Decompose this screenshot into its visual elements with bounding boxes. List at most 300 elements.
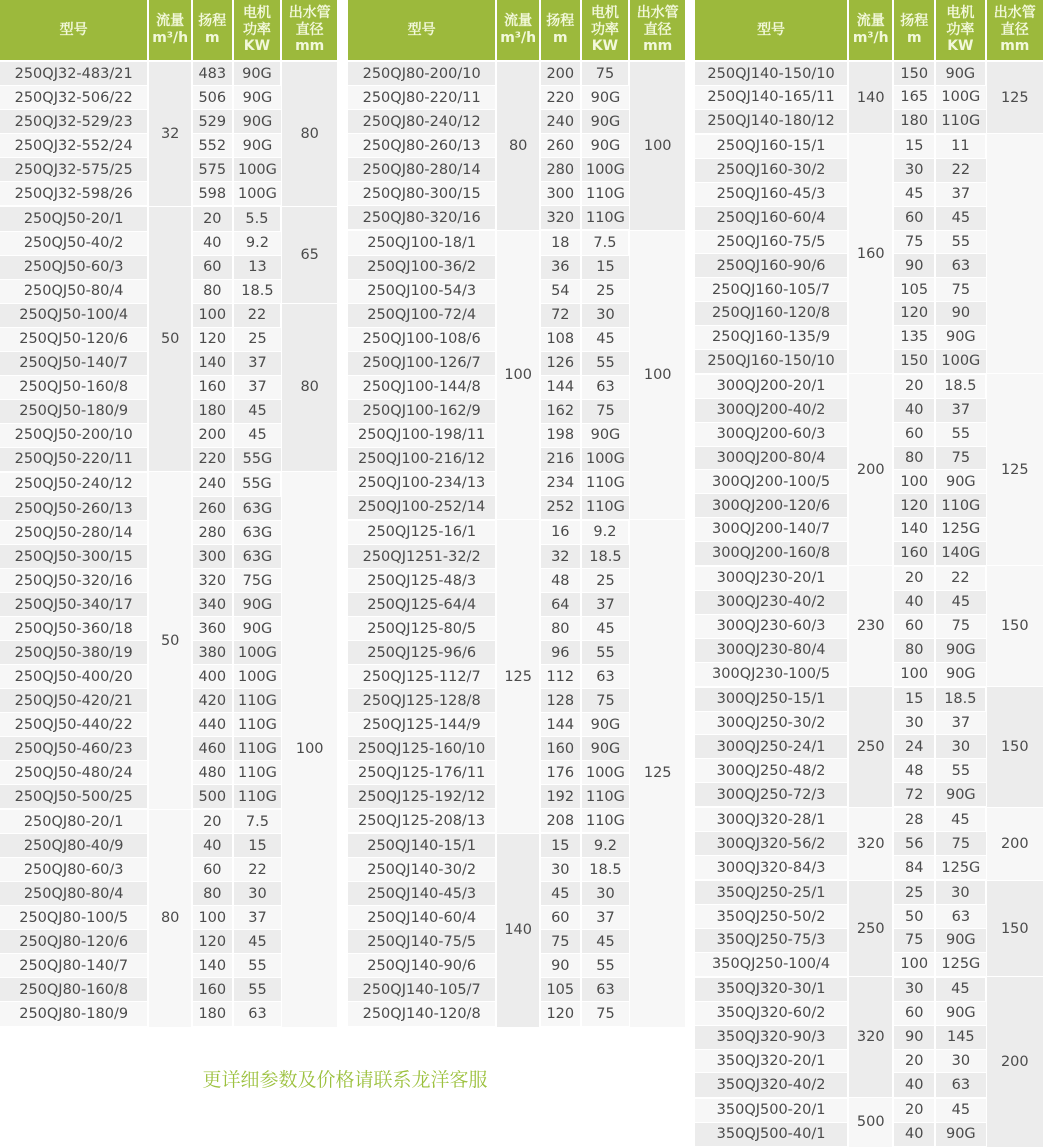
head-cell: 216 <box>540 447 580 471</box>
model-cell: 250QJ32-575/25 <box>0 158 148 182</box>
model-cell: 300QJ250-30/2 <box>695 711 848 735</box>
model-cell: 250QJ50-480/24 <box>0 761 148 785</box>
col-header-power <box>581 0 630 61</box>
model-cell: 250QJ32-506/22 <box>0 86 148 110</box>
head-cell: 165 <box>893 86 935 110</box>
power-cell: 75 <box>581 399 630 423</box>
power-cell: 63 <box>935 905 985 929</box>
power-cell: 37 <box>935 398 985 422</box>
header-line: m <box>553 30 568 46</box>
model-cell: 250QJ140-105/7 <box>348 978 496 1002</box>
power-cell: 110G <box>581 206 630 231</box>
col-header-flow <box>848 0 893 61</box>
flow-cell: 80 <box>496 61 540 230</box>
power-cell: 55 <box>935 422 985 446</box>
model-cell: 250QJ50-440/22 <box>0 713 148 737</box>
head-cell: 575 <box>192 158 232 182</box>
model-cell: 250QJ140-180/12 <box>695 109 848 134</box>
head-cell: 135 <box>893 325 935 349</box>
head-cell: 60 <box>192 858 232 882</box>
head-cell: 220 <box>540 86 580 110</box>
model-cell: 250QJ140-60/4 <box>348 906 496 930</box>
head-cell: 32 <box>540 545 580 569</box>
model-cell: 350QJ250-50/2 <box>695 905 848 929</box>
head-cell: 100 <box>192 303 232 327</box>
model-cell: 300QJ230-60/3 <box>695 614 848 638</box>
head-cell: 40 <box>192 231 232 255</box>
col-header-model <box>348 0 496 61</box>
power-cell: 63 <box>581 978 630 1002</box>
model-cell: 250QJ50-200/10 <box>0 423 148 447</box>
header-line: 流量 <box>856 13 885 30</box>
model-cell: 300QJ320-56/2 <box>695 832 848 856</box>
flow-cell: 80 <box>148 809 192 1027</box>
power-cell: 9.2 <box>581 833 630 858</box>
power-cell: 90G <box>935 470 985 494</box>
power-cell: 37 <box>233 351 282 375</box>
head-cell: 40 <box>893 398 935 422</box>
power-cell: 125G <box>935 518 985 542</box>
power-cell: 110G <box>233 785 282 810</box>
model-cell: 350QJ320-40/2 <box>695 1073 848 1098</box>
power-cell: 100G <box>233 641 282 665</box>
head-cell: 280 <box>540 158 580 182</box>
model-cell: 250QJ160-120/8 <box>695 302 848 326</box>
head-cell: 84 <box>893 856 935 881</box>
head-cell: 192 <box>540 785 580 809</box>
model-cell: 250QJ50-380/19 <box>0 641 148 665</box>
head-cell: 36 <box>540 255 580 279</box>
header-line: 直径 <box>1000 21 1029 38</box>
head-cell: 180 <box>192 399 232 423</box>
flow-cell: 50 <box>148 206 192 471</box>
model-cell: 250QJ50-460/23 <box>0 737 148 761</box>
head-cell: 15 <box>540 833 580 858</box>
head-cell: 15 <box>893 687 935 712</box>
power-cell: 63 <box>581 375 630 399</box>
head-cell: 480 <box>192 761 232 785</box>
flow-cell: 200 <box>848 374 893 566</box>
model-cell: 250QJ50-500/25 <box>0 785 148 810</box>
power-cell: 63 <box>935 254 985 278</box>
head-cell: 200 <box>192 423 232 447</box>
power-cell: 22 <box>233 303 282 327</box>
model-cell: 250QJ100-234/13 <box>348 471 496 495</box>
head-cell: 100 <box>192 906 232 930</box>
model-cell: 250QJ50-20/1 <box>0 206 148 231</box>
head-cell: 105 <box>540 978 580 1002</box>
model-cell: 250QJ160-90/6 <box>695 254 848 278</box>
head-cell: 105 <box>893 278 935 302</box>
model-cell: 250QJ125-48/3 <box>348 569 496 593</box>
power-cell: 110G <box>581 471 630 495</box>
flow-cell: 125 <box>496 520 540 833</box>
power-cell: 145 <box>935 1025 985 1049</box>
head-cell: 90 <box>893 1025 935 1049</box>
diameter-cell: 200 <box>986 977 1043 1147</box>
head-cell: 176 <box>540 761 580 785</box>
head-cell: 180 <box>893 109 935 134</box>
power-cell: 75G <box>233 569 282 593</box>
col-header-model <box>0 0 148 61</box>
pump-spec-table-right <box>695 0 1043 1148</box>
head-cell: 64 <box>540 593 580 617</box>
header-line: KW <box>591 38 619 55</box>
col-header-head <box>893 0 935 61</box>
power-cell: 55 <box>935 230 985 254</box>
model-cell: 250QJ80-140/7 <box>0 954 148 978</box>
head-cell: 180 <box>192 1002 232 1027</box>
header-row <box>348 0 685 61</box>
power-cell: 37 <box>233 375 282 399</box>
table-row <box>695 566 1043 591</box>
flow-cell: 100 <box>496 230 540 519</box>
model-cell: 300QJ200-100/5 <box>695 470 848 494</box>
header-line: KW <box>243 38 271 55</box>
model-cell: 250QJ140-45/3 <box>348 882 496 906</box>
head-cell: 60 <box>192 255 232 279</box>
model-cell: 250QJ100-198/11 <box>348 423 496 447</box>
head-cell: 420 <box>192 689 232 713</box>
power-cell: 22 <box>935 566 985 591</box>
power-cell: 90G <box>581 134 630 158</box>
head-cell: 460 <box>192 737 232 761</box>
header-line: 流量 <box>156 13 185 30</box>
power-cell: 75 <box>935 832 985 856</box>
model-cell: 300QJ200-140/7 <box>695 518 848 542</box>
head-cell: 280 <box>192 521 232 545</box>
model-cell: 250QJ80-280/14 <box>348 158 496 182</box>
head-cell: 80 <box>540 617 580 641</box>
power-cell: 45 <box>935 1098 985 1123</box>
head-cell: 140 <box>893 518 935 542</box>
col-header-flow <box>496 0 540 61</box>
flow-cell: 140 <box>848 61 893 134</box>
flow-cell: 500 <box>848 1098 893 1147</box>
model-cell: 300QJ250-48/2 <box>695 759 848 783</box>
model-cell: 250QJ160-30/2 <box>695 158 848 182</box>
header-row <box>695 0 1043 61</box>
head-cell: 40 <box>893 590 935 614</box>
model-cell: 350QJ320-30/1 <box>695 977 848 1002</box>
model-cell: 250QJ100-72/4 <box>348 303 496 327</box>
power-cell: 45 <box>581 617 630 641</box>
power-cell: 90G <box>935 638 985 662</box>
head-cell: 160 <box>540 737 580 761</box>
head-cell: 80 <box>192 279 232 303</box>
head-cell: 54 <box>540 279 580 303</box>
model-cell: 250QJ125-144/9 <box>348 713 496 737</box>
head-cell: 240 <box>540 110 580 134</box>
table-row <box>695 374 1043 399</box>
power-cell: 25 <box>581 279 630 303</box>
head-cell: 300 <box>540 182 580 206</box>
model-cell: 250QJ50-320/16 <box>0 569 148 593</box>
flow-cell: 250 <box>848 880 893 977</box>
model-cell: 250QJ80-100/5 <box>0 906 148 930</box>
flow-cell: 320 <box>848 977 893 1098</box>
model-cell: 250QJ100-18/1 <box>348 230 496 255</box>
power-cell: 63G <box>233 545 282 569</box>
power-cell: 75 <box>581 1002 630 1027</box>
head-cell: 20 <box>893 374 935 399</box>
power-cell: 110G <box>233 689 282 713</box>
model-cell: 250QJ80-240/12 <box>348 110 496 134</box>
header-line: 扬程 <box>546 13 575 30</box>
diameter-cell: 150 <box>986 566 1043 687</box>
model-cell: 250QJ100-54/3 <box>348 279 496 303</box>
head-cell: 150 <box>893 61 935 86</box>
power-cell: 30 <box>581 882 630 906</box>
model-cell: 250QJ80-160/8 <box>0 978 148 1002</box>
power-cell: 90G <box>233 593 282 617</box>
col-header-model <box>695 0 848 61</box>
power-cell: 18.5 <box>935 374 985 399</box>
col-header-diameter <box>986 0 1043 61</box>
head-cell: 120 <box>192 327 232 351</box>
power-cell: 100G <box>581 447 630 471</box>
power-cell: 90G <box>581 110 630 134</box>
head-cell: 200 <box>540 61 580 86</box>
power-cell: 45 <box>935 977 985 1002</box>
model-cell: 250QJ50-240/12 <box>0 472 148 497</box>
header-line: 功率 <box>242 21 271 38</box>
head-cell: 108 <box>540 327 580 351</box>
header-line: 直径 <box>643 21 672 38</box>
model-cell: 250QJ50-340/17 <box>0 593 148 617</box>
power-cell: 30 <box>935 735 985 759</box>
power-cell: 90G <box>233 110 282 134</box>
model-cell: 250QJ125-80/5 <box>348 617 496 641</box>
flow-cell: 140 <box>496 833 540 1027</box>
head-cell: 18 <box>540 230 580 255</box>
header-line: m³/h <box>852 30 889 46</box>
power-cell: 9.2 <box>233 231 282 255</box>
head-cell: 483 <box>192 61 232 86</box>
head-cell: 160 <box>893 541 935 566</box>
model-cell: 250QJ100-144/8 <box>348 375 496 399</box>
power-cell: 45 <box>581 930 630 954</box>
power-cell: 110G <box>581 785 630 809</box>
table-row <box>695 880 1043 905</box>
header-line: 型号 <box>757 21 786 38</box>
header-line: m³/h <box>500 30 537 46</box>
power-cell: 18.5 <box>935 687 985 712</box>
head-cell: 72 <box>540 303 580 327</box>
model-cell: 250QJ160-150/10 <box>695 349 848 374</box>
diameter-cell <box>986 134 1043 374</box>
model-cell: 250QJ125-192/12 <box>348 785 496 809</box>
model-cell: 250QJ160-45/3 <box>695 182 848 206</box>
power-cell: 100G <box>233 665 282 689</box>
head-cell: 126 <box>540 351 580 375</box>
head-cell: 24 <box>893 735 935 759</box>
head-cell: 80 <box>192 882 232 906</box>
model-cell: 250QJ80-220/11 <box>348 86 496 110</box>
model-cell: 250QJ140-75/5 <box>348 930 496 954</box>
model-cell: 250QJ50-280/14 <box>0 521 148 545</box>
head-cell: 48 <box>540 569 580 593</box>
header-line: 流量 <box>504 13 533 30</box>
model-cell: 250QJ100-36/2 <box>348 255 496 279</box>
head-cell: 340 <box>192 593 232 617</box>
model-cell: 250QJ160-60/4 <box>695 206 848 230</box>
header-line: KW <box>947 38 974 55</box>
power-cell: 75 <box>581 61 630 86</box>
pump-spec-table-left <box>0 0 337 1028</box>
diameter-cell: 80 <box>281 303 337 472</box>
power-cell: 110G <box>581 495 630 520</box>
head-cell: 16 <box>540 520 580 545</box>
power-cell: 55 <box>581 641 630 665</box>
model-cell: 250QJ160-15/1 <box>695 134 848 159</box>
model-cell: 250QJ80-260/13 <box>348 134 496 158</box>
model-cell: 300QJ200-120/6 <box>695 494 848 518</box>
head-cell: 96 <box>540 641 580 665</box>
model-cell: 300QJ250-15/1 <box>695 687 848 712</box>
model-cell: 250QJ140-30/2 <box>348 858 496 882</box>
power-cell: 90G <box>935 325 985 349</box>
head-cell: 300 <box>192 545 232 569</box>
model-cell: 350QJ250-100/4 <box>695 952 848 977</box>
model-cell: 250QJ50-120/6 <box>0 327 148 351</box>
power-cell: 15 <box>233 834 282 858</box>
header-line: 出水管 <box>993 5 1036 22</box>
power-cell: 55 <box>581 954 630 978</box>
power-cell: 100G <box>581 158 630 182</box>
table-row <box>348 61 685 86</box>
head-cell: 60 <box>893 422 935 446</box>
power-cell: 55G <box>233 472 282 497</box>
model-cell: 250QJ80-40/9 <box>0 834 148 858</box>
power-cell: 75 <box>935 278 985 302</box>
header-line: 电机 <box>946 5 975 22</box>
head-cell: 48 <box>893 759 935 783</box>
col-header-head <box>192 0 232 61</box>
model-cell: 300QJ200-60/3 <box>695 422 848 446</box>
head-cell: 162 <box>540 399 580 423</box>
model-cell: 250QJ160-75/5 <box>695 230 848 254</box>
head-cell: 220 <box>192 447 232 472</box>
power-cell: 45 <box>935 206 985 230</box>
model-cell: 250QJ125-112/7 <box>348 665 496 689</box>
head-cell: 20 <box>893 1049 935 1073</box>
power-cell: 75 <box>935 446 985 470</box>
power-cell: 7.5 <box>581 230 630 255</box>
power-cell: 100G <box>233 158 282 182</box>
power-cell: 30 <box>233 882 282 906</box>
head-cell: 260 <box>540 134 580 158</box>
power-cell: 37 <box>935 711 985 735</box>
head-cell: 120 <box>893 302 935 326</box>
flow-cell: 160 <box>848 134 893 374</box>
head-cell: 60 <box>893 1001 935 1025</box>
model-cell: 250QJ125-160/10 <box>348 737 496 761</box>
head-cell: 20 <box>192 809 232 834</box>
power-cell: 37 <box>233 906 282 930</box>
table-row <box>348 520 685 545</box>
power-cell: 55 <box>935 759 985 783</box>
model-cell: 250QJ50-300/15 <box>0 545 148 569</box>
power-cell: 37 <box>935 182 985 206</box>
head-cell: 80 <box>893 446 935 470</box>
model-cell: 250QJ140-120/8 <box>348 1002 496 1027</box>
flow-cell: 50 <box>148 472 192 809</box>
head-cell: 506 <box>192 86 232 110</box>
model-cell: 350QJ320-20/1 <box>695 1049 848 1073</box>
head-cell: 144 <box>540 375 580 399</box>
head-cell: 120 <box>192 930 232 954</box>
model-cell: 250QJ140-15/1 <box>348 833 496 858</box>
diameter-cell: 80 <box>281 61 337 206</box>
power-cell: 18.5 <box>581 545 630 569</box>
head-cell: 198 <box>540 423 580 447</box>
power-cell: 30 <box>935 1049 985 1073</box>
head-cell: 160 <box>192 978 232 1002</box>
head-cell: 15 <box>893 134 935 159</box>
model-cell: 350QJ250-25/1 <box>695 880 848 905</box>
diameter-cell: 125 <box>629 520 685 1027</box>
power-cell: 110G <box>233 737 282 761</box>
model-cell: 250QJ100-162/9 <box>348 399 496 423</box>
col-header-power <box>935 0 985 61</box>
head-cell: 20 <box>893 1098 935 1123</box>
diameter-cell: 100 <box>281 472 337 1027</box>
header-row <box>0 0 337 61</box>
model-cell: 300QJ320-84/3 <box>695 856 848 881</box>
model-cell: 350QJ250-75/3 <box>695 929 848 953</box>
head-cell: 30 <box>893 711 935 735</box>
header-line: m³/h <box>152 30 189 46</box>
model-cell: 250QJ50-180/9 <box>0 399 148 423</box>
power-cell: 18.5 <box>581 858 630 882</box>
power-cell: 9.2 <box>581 520 630 545</box>
head-cell: 60 <box>540 906 580 930</box>
flow-cell: 250 <box>848 687 893 808</box>
power-cell: 110G <box>581 182 630 206</box>
header-line: 功率 <box>590 21 619 38</box>
power-cell: 55 <box>581 351 630 375</box>
head-cell: 234 <box>540 471 580 495</box>
table-row <box>695 977 1043 1002</box>
table-row <box>348 230 685 255</box>
model-cell: 250QJ125-16/1 <box>348 520 496 545</box>
model-cell: 350QJ320-90/3 <box>695 1025 848 1049</box>
power-cell: 15 <box>581 255 630 279</box>
header-line: 电机 <box>590 5 619 22</box>
model-cell: 250QJ32-529/23 <box>0 110 148 134</box>
model-cell: 250QJ140-165/11 <box>695 86 848 110</box>
model-cell: 350QJ500-40/1 <box>695 1122 848 1147</box>
power-cell: 45 <box>233 423 282 447</box>
model-cell: 250QJ100-108/6 <box>348 327 496 351</box>
header-line: 出水管 <box>636 5 679 22</box>
model-cell: 250QJ140-90/6 <box>348 954 496 978</box>
model-cell: 250QJ80-200/10 <box>348 61 496 86</box>
power-cell: 7.5 <box>233 809 282 834</box>
model-cell: 250QJ50-160/8 <box>0 375 148 399</box>
diameter-cell: 200 <box>986 807 1043 880</box>
head-cell: 25 <box>893 880 935 905</box>
power-cell: 90G <box>233 61 282 86</box>
power-cell: 55 <box>233 978 282 1002</box>
power-cell: 90G <box>233 86 282 110</box>
power-cell: 125G <box>935 856 985 881</box>
model-cell: 300QJ250-24/1 <box>695 735 848 759</box>
head-cell: 252 <box>540 495 580 520</box>
power-cell: 37 <box>581 593 630 617</box>
power-cell: 90 <box>935 302 985 326</box>
